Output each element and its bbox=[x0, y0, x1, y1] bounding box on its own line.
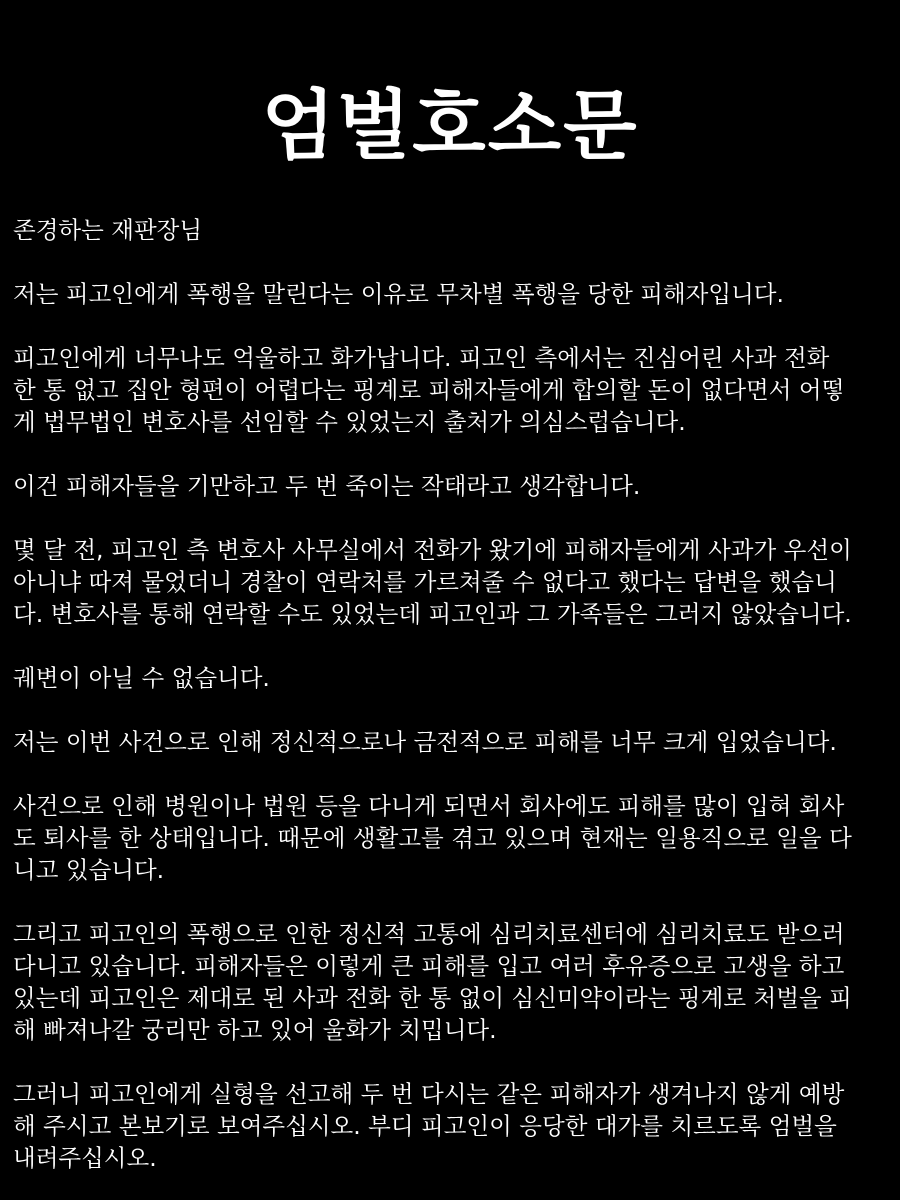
letter-body bbox=[13, 214, 887, 1174]
text-line: 다. 변호사를 통해 연락할 수도 있었는데 피고인과 그 가족들은 그러지 않았습니다. bbox=[13, 600, 852, 628]
paragraph bbox=[13, 214, 887, 246]
text-line: 해 주시고 본보기로 보여주십시오. 부디 피고인이 응당한 대가를 치르도록 엄벌을 bbox=[13, 1112, 837, 1140]
text-line: 그리고 피고인의 폭행으로 인한 정신적 고통에 심리치료센터에 심리치료도 받으러 bbox=[13, 920, 845, 948]
paragraph-gap bbox=[13, 630, 887, 662]
paragraph bbox=[13, 918, 887, 1046]
text-line: 사건으로 인해 병원이나 법원 등을 다니게 되면서 회사에도 피해를 많이 입혀 회사 bbox=[13, 792, 845, 820]
text-line: 이건 피해자들을 기만하고 두 번 죽이는 작태라고 생각합니다. bbox=[13, 472, 641, 500]
paragraph bbox=[13, 662, 887, 694]
text-line: 존경하는 재판장님 bbox=[13, 216, 203, 244]
paragraph-gap bbox=[13, 502, 887, 534]
text-line: 저는 피고인에게 폭행을 말린다는 이유로 무차별 폭행을 당한 피해자입니다. bbox=[13, 280, 784, 308]
paragraph-gap bbox=[13, 1046, 887, 1078]
paragraph bbox=[13, 342, 887, 438]
text-line: 저는 이번 사건으로 인해 정신적으로나 금전적으로 피해를 너무 크게 입었습니다. bbox=[13, 728, 837, 756]
paragraph bbox=[13, 278, 887, 310]
paragraph-gap bbox=[13, 886, 887, 918]
text-line: 다니고 있습니다. 피해자들은 이렇게 큰 피해를 입고 여러 후유증으로 고생을 하고 bbox=[13, 952, 845, 980]
paragraph-gap bbox=[13, 246, 887, 278]
text-line: 게 법무법인 변호사를 선임할 수 있었는지 출처가 의심스럽습니다. bbox=[13, 408, 686, 436]
text-line: 그러니 피고인에게 실형을 선고해 두 번 다시는 같은 피해자가 생겨나지 않게 예방 bbox=[13, 1080, 845, 1108]
paragraph-gap bbox=[13, 694, 887, 726]
page-title: 엄벌호소문 bbox=[261, 81, 639, 170]
text-line: 도 퇴사를 한 상태입니다. 때문에 생활고를 겪고 있으며 현재는 일용직으로 일을 다 bbox=[13, 824, 852, 852]
text-line: 몇 달 전, 피고인 측 변호사 사무실에서 전화가 왔기에 피해자들에게 사과가 우선이 bbox=[13, 536, 852, 564]
text-line: 니고 있습니다. bbox=[13, 856, 165, 884]
paragraph-gap bbox=[13, 758, 887, 790]
text-line: 피고인에게 너무나도 억울하고 화가납니다. 피고인 측에서는 진심어린 사과 전화 bbox=[13, 344, 830, 372]
paragraph bbox=[13, 726, 887, 758]
text-line: 있는데 피고인은 제대로 된 사과 전화 한 통 없이 심신미약이라는 핑계로 처벌을 피 bbox=[13, 984, 852, 1012]
text-line: 궤변이 아닐 수 없습니다. bbox=[13, 664, 270, 692]
paragraph bbox=[13, 790, 887, 886]
paragraph-gap bbox=[13, 438, 887, 470]
paragraph-gap bbox=[13, 310, 887, 342]
text-line: 한 통 없고 집안 형편이 어렵다는 핑계로 피해자들에게 합의할 돈이 없다면서 어떻 bbox=[13, 376, 845, 404]
paragraph bbox=[13, 1078, 887, 1174]
paragraph bbox=[13, 534, 887, 630]
text-line: 해 빠져나갈 궁리만 하고 있어 울화가 치밉니다. bbox=[13, 1016, 497, 1044]
text-line: 아니냐 따져 물었더니 경찰이 연락처를 가르쳐줄 수 없다고 했다는 답변을 했습니 bbox=[13, 568, 837, 596]
text-line: 내려주십시오. bbox=[13, 1144, 157, 1172]
paragraph bbox=[13, 470, 887, 502]
